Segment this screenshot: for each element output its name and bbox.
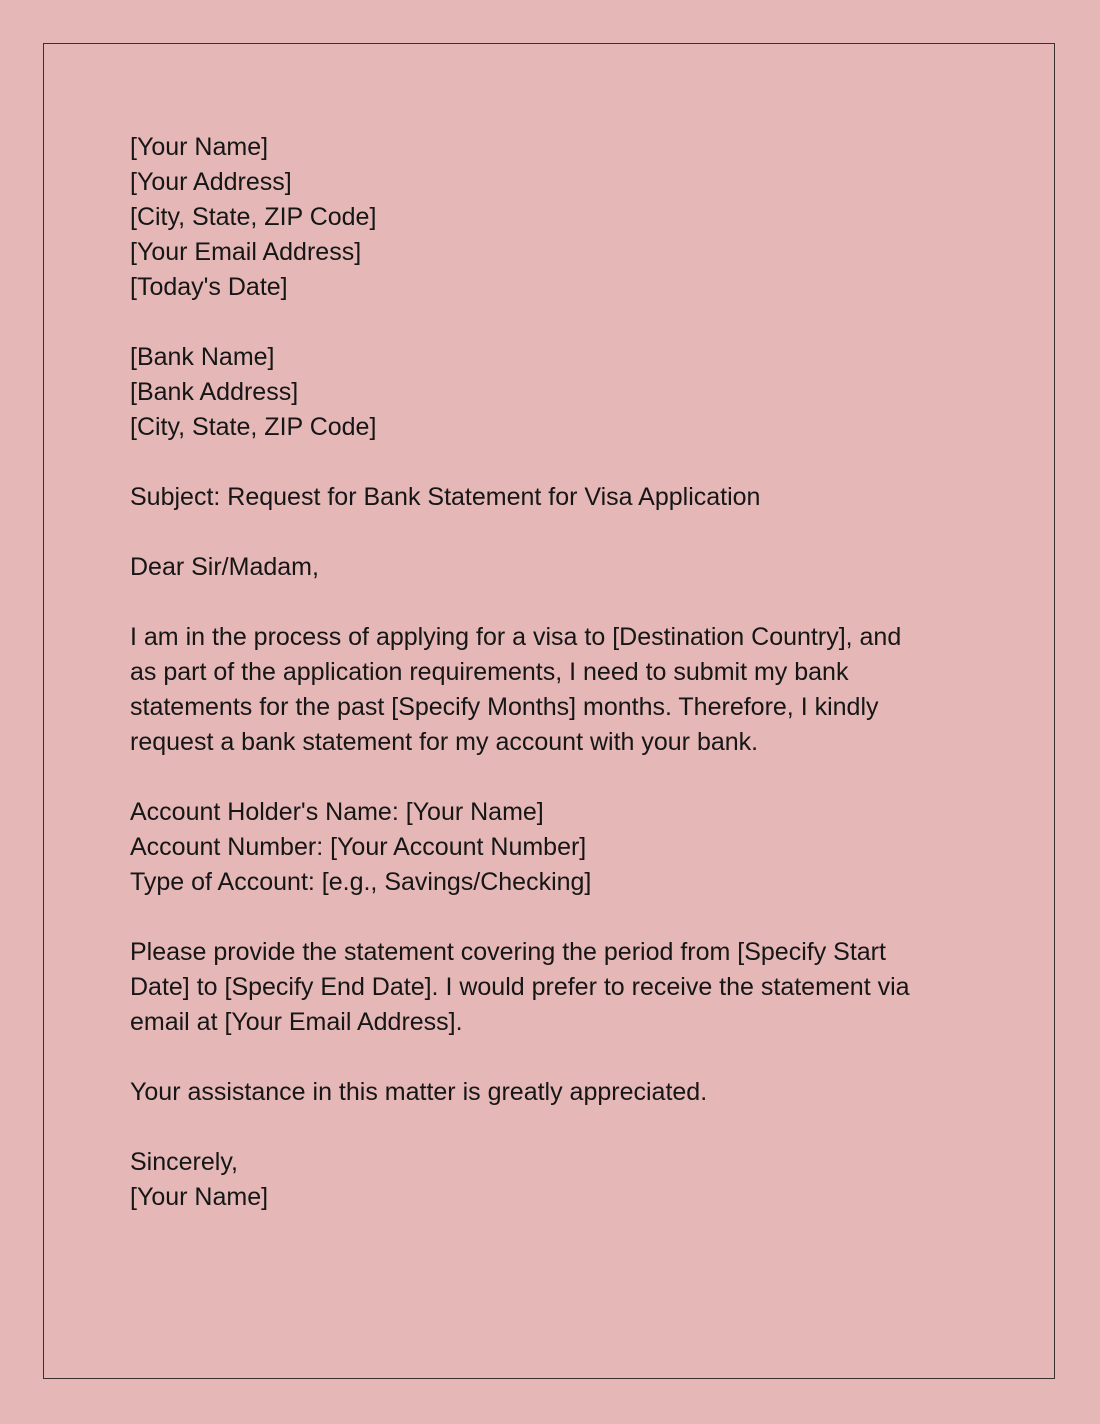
account-number: Account Number: [Your Account Number] (130, 833, 587, 861)
recipient-block (130, 340, 980, 445)
appreciation-line: Your assistance in this matter is greatly appreciated. (130, 1078, 708, 1106)
paragraph-line: request a bank statement for my account with your bank. (130, 728, 759, 756)
sender-city-state-zip: [City, State, ZIP Code] (130, 203, 377, 231)
salutation: Dear Sir/Madam, (130, 553, 319, 581)
paragraph-line: Please provide the statement covering the period from [Specify Start (130, 938, 886, 966)
sender-email: [Your Email Address] (130, 238, 362, 266)
sender-address: [Your Address] (130, 168, 292, 196)
period-paragraph (130, 935, 980, 1040)
paragraph-line: email at [Your Email Address]. (130, 1008, 463, 1036)
paragraph-line: as part of the application requirements, I need to submit my bank (130, 658, 849, 686)
sign-off: Sincerely, (130, 1148, 238, 1176)
paragraph-line: Date] to [Specify End Date]. I would prefer to receive the statement via (130, 973, 910, 1001)
signature-name: [Your Name] (130, 1183, 269, 1211)
account-holder-name: Account Holder's Name: [Your Name] (130, 798, 544, 826)
account-type: Type of Account: [e.g., Savings/Checking] (130, 868, 592, 896)
subject-line: Subject: Request for Bank Statement for Visa Application (130, 483, 761, 511)
bank-address: [Bank Address] (130, 378, 299, 406)
letter-date: [Today's Date] (130, 273, 288, 301)
closing-block (130, 1145, 980, 1215)
paragraph-line: I am in the process of applying for a visa to [Destination Country], and (130, 623, 902, 651)
sender-name: [Your Name] (130, 133, 269, 161)
paragraph-line: statements for the past [Specify Months] months. Therefore, I kindly (130, 693, 879, 721)
letter-body (130, 130, 980, 1215)
bank-name: [Bank Name] (130, 343, 275, 371)
intro-paragraph (130, 620, 980, 760)
sender-block (130, 130, 980, 305)
account-details (130, 795, 980, 900)
bank-city-state-zip: [City, State, ZIP Code] (130, 413, 377, 441)
